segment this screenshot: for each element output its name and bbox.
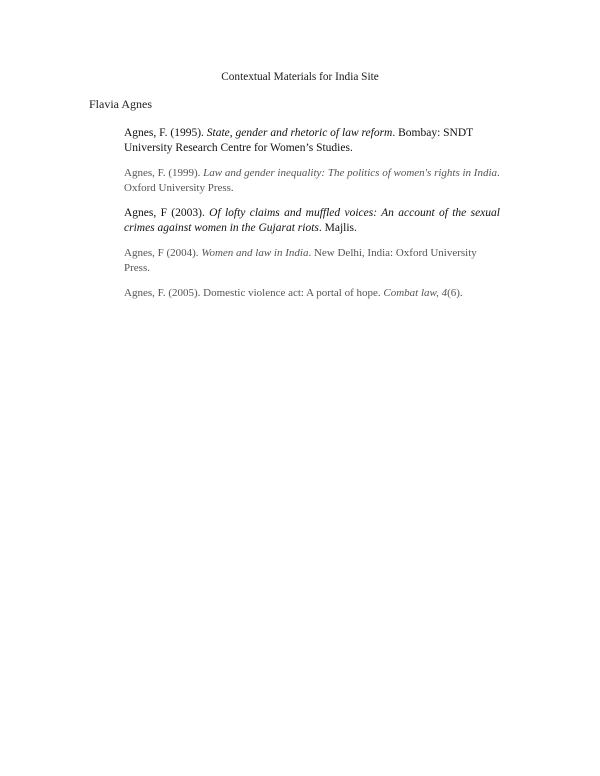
reference-item: Agnes, F. (1995). State, gender and rhetoric of law reform. Bombay: SNDT University Research Centre for Women’s Studies. [124,127,473,154]
reference-list [124,126,500,312]
author-heading: Flavia Agnes [89,97,152,111]
reference-item: Agnes, F. (2005). Domestic violence act: A portal of hope. Combat law, 4(6). [124,287,463,299]
reference-item: Agnes, F. (1999). Law and gender inequality: The politics of women's rights in India. Oxford University Press. [124,167,500,194]
document-title: Contextual Materials for India Site [221,71,379,83]
reference-item: Agnes, F (2003). Of lofty claims and muffled voices: An account of the sexual crimes against women in the Gujarat riots. Majlis. [124,207,500,234]
reference-item: Agnes, F (2004). Women and law in India. New Delhi, India: Oxford University Press. [124,247,477,274]
